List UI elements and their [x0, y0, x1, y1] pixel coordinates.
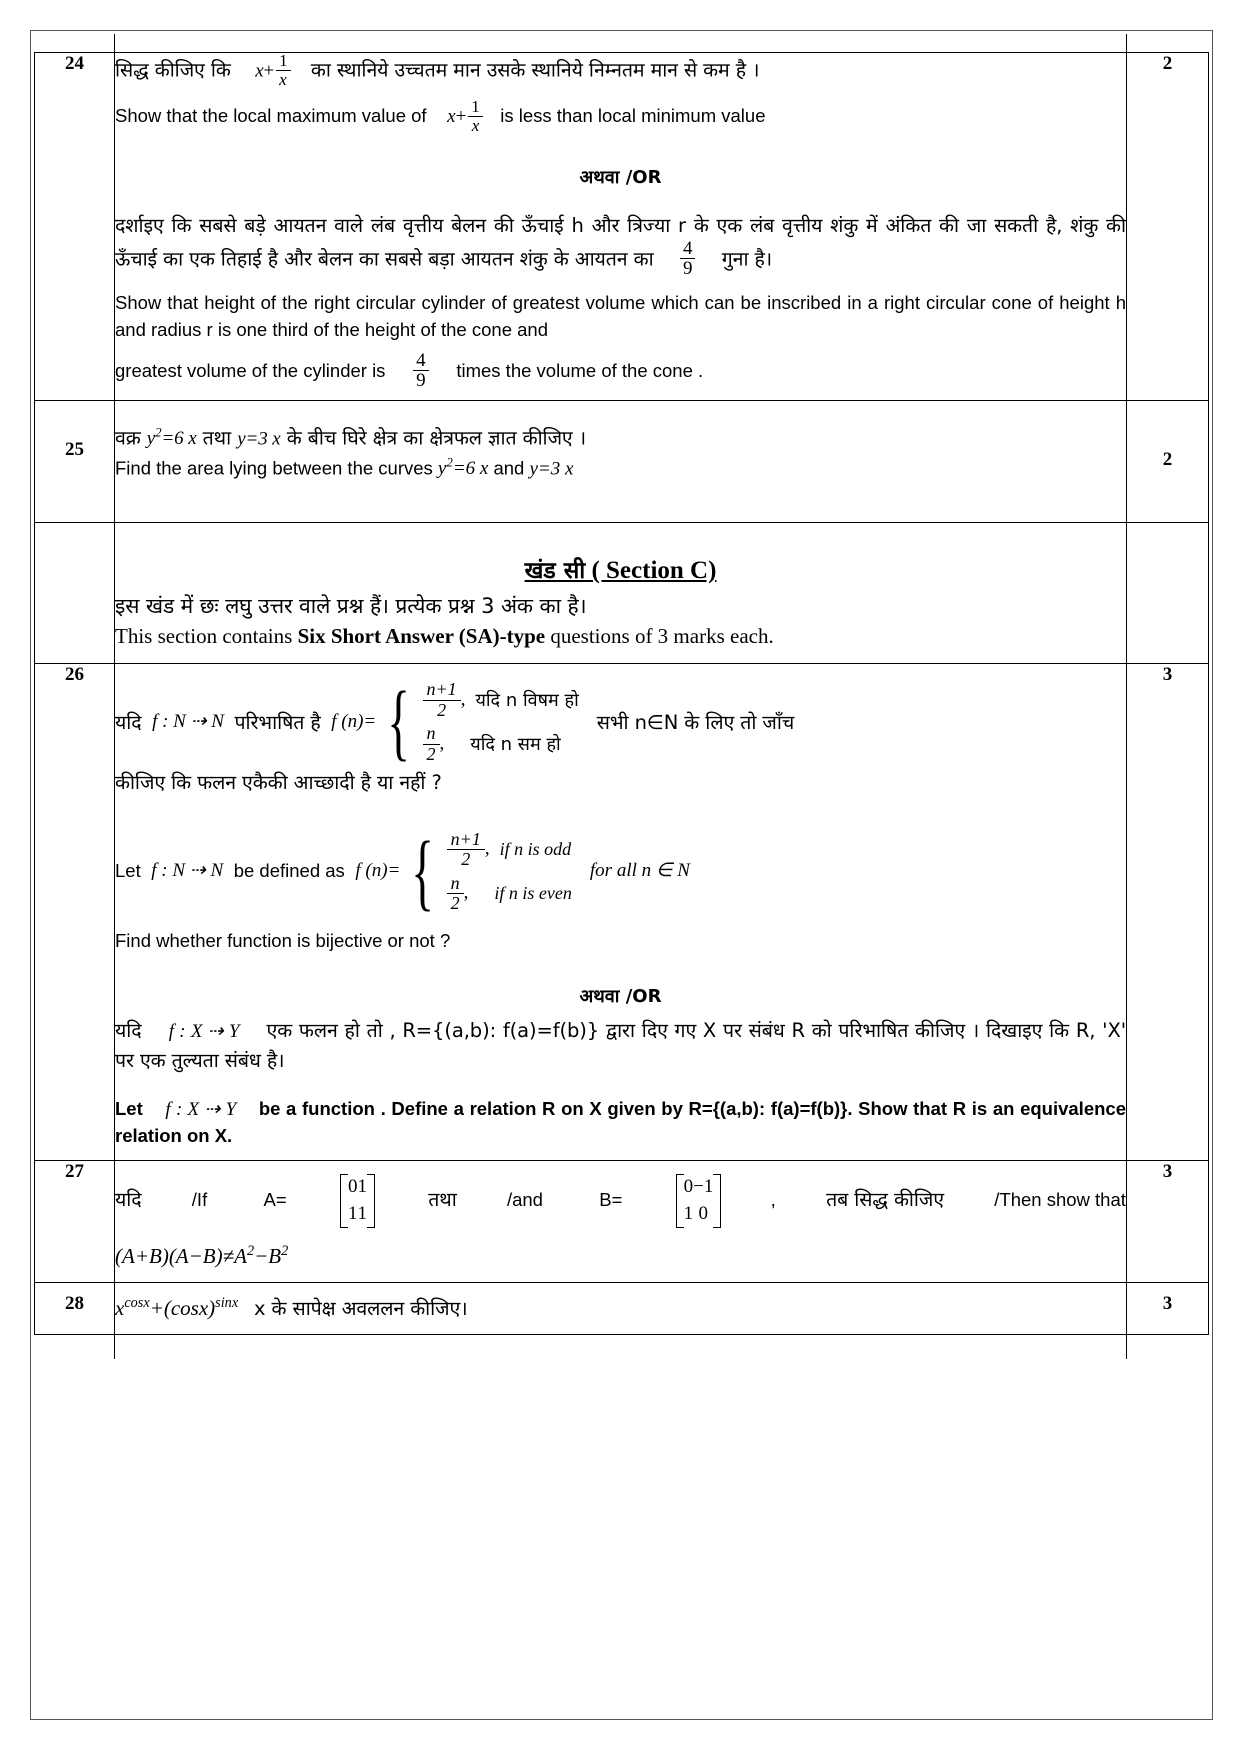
q27-line-1: यदि /If A= 0 1 1 1 तथा /and B= 0 −1 1 0 , तब सिद्ध कीजिए /Then show that: [115, 1173, 1126, 1227]
q27-hindi-then: तब सिद्ध कीजिए: [826, 1188, 944, 1212]
section-c-desc-pre: This section contains: [115, 624, 293, 649]
question-body-24: [115, 53, 1127, 401]
q24-expr-x: x: [255, 60, 264, 82]
q26-english-block: [115, 822, 1126, 919]
q24-alt-en2-post: times the volume of the cone .: [456, 359, 704, 381]
q26-map-english: f : N ⇢ N: [151, 860, 224, 882]
marks-26: 3: [1127, 664, 1209, 1161]
q25-hindi-3: के बीच घिरे क्षेत्र का क्षेत्रफल ज्ञात कीजिए ।: [286, 426, 587, 449]
q26-english-tail: Find whether function is bijective or not ?: [115, 929, 451, 951]
q26-alt-english-body: be a function . Define a relation R on X given by R={(a,b): f(a)=f(b)}. Show that R is an equivalence relation on X.: [115, 1097, 1126, 1147]
q26-english-right: for all n ∈ N: [589, 860, 690, 882]
q26-case2-fraction-en: $\frac{n}{2}$: [447, 874, 464, 914]
q26-alt-map-english: f : X ⇢ Y: [165, 1098, 237, 1120]
marks-27: 3: [1127, 1161, 1209, 1283]
q26-case-2-hindi: $\frac{n}{2}$ , यदि n सम हो: [423, 722, 579, 766]
matrix-right-bracket-icon: [367, 1174, 375, 1228]
q25-curve-2-en: y=3 x: [529, 457, 574, 479]
q26-hindi-mid: परिभाषित है: [234, 710, 321, 734]
q26-alt-hindi-body: एक फलन हो तो , R={(a,b): f(a)=f(b)} द्वारा दिए गए X पर संबंध R को परिभाषित कीजिए । दिखाइए कि R, 'X' पर एक तुल्यता संबंध है।: [115, 1018, 1126, 1073]
marks-24: 2: [1127, 53, 1209, 401]
q26-case2-cond-en: if n is even: [494, 882, 572, 903]
q24-hindi-post: का स्थानिये उच्चतम मान उसके स्थानिये निम्नतम मान से कम है ।: [310, 58, 760, 82]
section-c-desc-english: [115, 622, 1126, 651]
q26-alt-hindi-pre: यदि: [115, 1018, 142, 1042]
table-row: [35, 1161, 1209, 1283]
table-row: [35, 664, 1209, 1161]
q26-fn-label-en: f (n)=: [355, 860, 401, 882]
q26-hindi-block: [115, 673, 1126, 770]
section-c-header: [115, 523, 1127, 664]
q27-slash-if: /If: [191, 1188, 208, 1210]
q24-alt-hindi-text: दर्शाइए कि सबसे बड़े आयतन वाले लंब वृत्तीय बेलन की ऊँचाई h और त्रिज्या r के एक लंब वृत्तीय शंकु में अंकित की जा सकती है, शंकु की ऊँचाई का एक तिहाई है और बेलन का सबसे बड़ा आयतन शंकु के आयतन का: [115, 213, 1126, 271]
q26-fn-label: f (n)=: [331, 710, 377, 732]
q25-english-statement: [115, 454, 1126, 483]
q25-english-1: Find the area lying between the curves: [115, 456, 433, 478]
question-number-26: 26: [35, 664, 115, 1161]
q26-case-1-hindi: $\frac{n+1}{2}$ , यदि n विषम हो: [423, 678, 579, 722]
q26-alt-english-pre: Let: [115, 1097, 143, 1119]
question-body-27: [115, 1161, 1127, 1283]
q26-english-mid: be defined as: [233, 860, 345, 882]
section-c-title-hindi: खंड सी: [524, 558, 586, 585]
q27-hindi-and: तथा: [428, 1188, 457, 1212]
question-body-25: [115, 400, 1127, 523]
questions-table: [34, 34, 1209, 1359]
table-bottom-spacer-row: [35, 1334, 1209, 1359]
q26-case-2-english: $\frac{n}{2}$ , if n is even: [447, 872, 572, 916]
q27-slash-then: /Then show that: [994, 1188, 1126, 1210]
table-row: [35, 1282, 1209, 1334]
q28-tail-hindi: x के सापेक्ष अवललन कीजिए।: [254, 1296, 468, 1320]
section-c-num-cell: [35, 523, 115, 664]
q25-curve-2: y=3 x: [237, 428, 281, 449]
q27-matrix-a: 0 1 1 1: [340, 1174, 375, 1228]
q24-english-statement: Show that the local maximum value of x+ $\frac{1}{x}$ is less than local minimum value: [115, 97, 766, 135]
q25-hindi-1: वक्र: [115, 426, 141, 449]
q27-slash-and: /and: [506, 1188, 543, 1210]
left-brace-icon: {: [387, 673, 411, 770]
q27-hindi-if: यदि: [115, 1188, 142, 1212]
q26-alt-hindi: [115, 1016, 1126, 1076]
q24-english-pre: Show that the local maximum value of: [115, 104, 427, 126]
section-c-title: [115, 553, 1126, 589]
question-body-28: [115, 1282, 1127, 1334]
marks-28: 3: [1127, 1282, 1209, 1334]
q26-case2-fraction: $\frac{n}{2}$: [423, 724, 440, 764]
q26-hindi-pre: यदि: [115, 710, 142, 734]
section-c-desc-hindi: इस खंड में छः लघु उत्तर वाले प्रश्न हैं। प्रत्येक प्रश्न 3 अंक का है।: [115, 593, 587, 618]
q24-alt-english-2: [115, 349, 1126, 392]
q24-fraction-1-over-x: $\frac{1}{x}$: [276, 52, 290, 88]
table-row: [35, 53, 1209, 401]
q26-hindi-tail: कीजिए कि फलन एकैकी आच्छादी है या नहीं ?: [115, 771, 442, 795]
question-number-24: 24: [35, 53, 115, 401]
question-number-25: 25: [35, 400, 115, 523]
q26-alt-english: [115, 1096, 1126, 1150]
q24-english-post: is less than local minimum value: [500, 104, 766, 126]
q25-hindi-2: तथा: [202, 426, 232, 449]
table-row: [35, 400, 1209, 523]
matrix-right-bracket-icon: [713, 1174, 721, 1228]
q26-case2-cond: यदि n सम हो: [470, 733, 561, 755]
table-top-spacer-row: [35, 34, 1209, 53]
q26-case1-fraction-en: $\frac{n+1}{2}$: [447, 830, 485, 870]
q28-expr: $x^{cosx}+(\cos x)^{sinx}$: [115, 1294, 239, 1320]
q25-english-2: and: [493, 456, 525, 478]
q24-hindi-pre: सिद्ध कीजिए कि: [115, 58, 231, 82]
q26-case-1-english: $\frac{n+1}{2}$ , if n is odd: [447, 828, 572, 872]
q27-label-a: A=: [263, 1188, 287, 1210]
section-c-desc-post: questions of 3 marks each.: [550, 624, 774, 649]
q24-alt-english-1: Show that height of the right circular cylinder of greatest volume which can be inscribed in a right circular cone of height h and radius r is one third of the height of the cone and: [115, 291, 1126, 340]
q27-matrix-b: 0 −1 1 0: [676, 1174, 722, 1228]
q24-alt-en2-pre: greatest volume of the cylinder is: [115, 359, 386, 381]
page-border: [30, 30, 1213, 1720]
q24-alt-hindi: [115, 211, 1126, 280]
question-body-26: [115, 664, 1127, 1161]
q25-hindi-statement: [115, 423, 1126, 454]
q24-fraction-4-over-9-en: $\frac{4}{9}$: [413, 351, 429, 391]
section-c-title-english: ( Section C): [591, 557, 717, 585]
q25-curve-1: $y^2=6$ x: [146, 424, 197, 449]
q26-piecewise-hindi: [378, 673, 579, 770]
q27-expression: $(A+B)(A-B)\ne A^2-B^2$: [115, 1243, 289, 1269]
matrix-left-bracket-icon: [340, 1174, 348, 1228]
left-brace-icon: {: [411, 822, 435, 919]
q28-expression-line: [115, 1293, 1126, 1324]
q24-alt-hindi-tail: गुना है।: [721, 247, 773, 271]
q26-map-hindi: f : N ⇢ N: [152, 710, 224, 732]
q26-piecewise-english: [402, 822, 572, 919]
q26-english-pre: Let: [115, 860, 141, 882]
q24-hindi-statement: सिद्ध कीजिए कि x+ $\frac{1}{x}$ का स्थानिये उच्चतम मान उसके स्थानिये निम्नतम मान से कम है ।: [115, 51, 760, 89]
q25-curve-1-en: $y^2=6$ x: [437, 454, 489, 479]
q27-label-b: B=: [599, 1188, 623, 1210]
q26-alt-map-hindi: f : X ⇢ Y: [168, 1020, 240, 1042]
q24-fraction-4-over-9-hi: $\frac{4}{9}$: [680, 239, 695, 279]
q26-case1-cond: यदि n विषम हो: [475, 689, 579, 711]
q26-or-label: अथवा /OR: [579, 986, 662, 1008]
q26-hindi-right: सभी n∈N के लिए तो जाँच: [596, 710, 795, 734]
question-number-27: 27: [35, 1161, 115, 1283]
marks-25: 2: [1127, 400, 1209, 523]
section-c-marks-cell: [1127, 523, 1209, 664]
q26-case1-cond-en: if n is odd: [499, 838, 572, 859]
section-c-row: [35, 523, 1209, 664]
q24-fraction-1-over-x-en: $\frac{1}{x}$: [468, 98, 483, 134]
q24-or-label: अथवा /OR: [579, 167, 662, 188]
q26-case1-fraction: $\frac{n+1}{2}$: [423, 680, 461, 720]
question-number-28: 28: [35, 1282, 115, 1334]
section-c-desc-bold: Six Short Answer (SA)-type: [297, 624, 546, 649]
matrix-left-bracket-icon: [676, 1174, 684, 1228]
